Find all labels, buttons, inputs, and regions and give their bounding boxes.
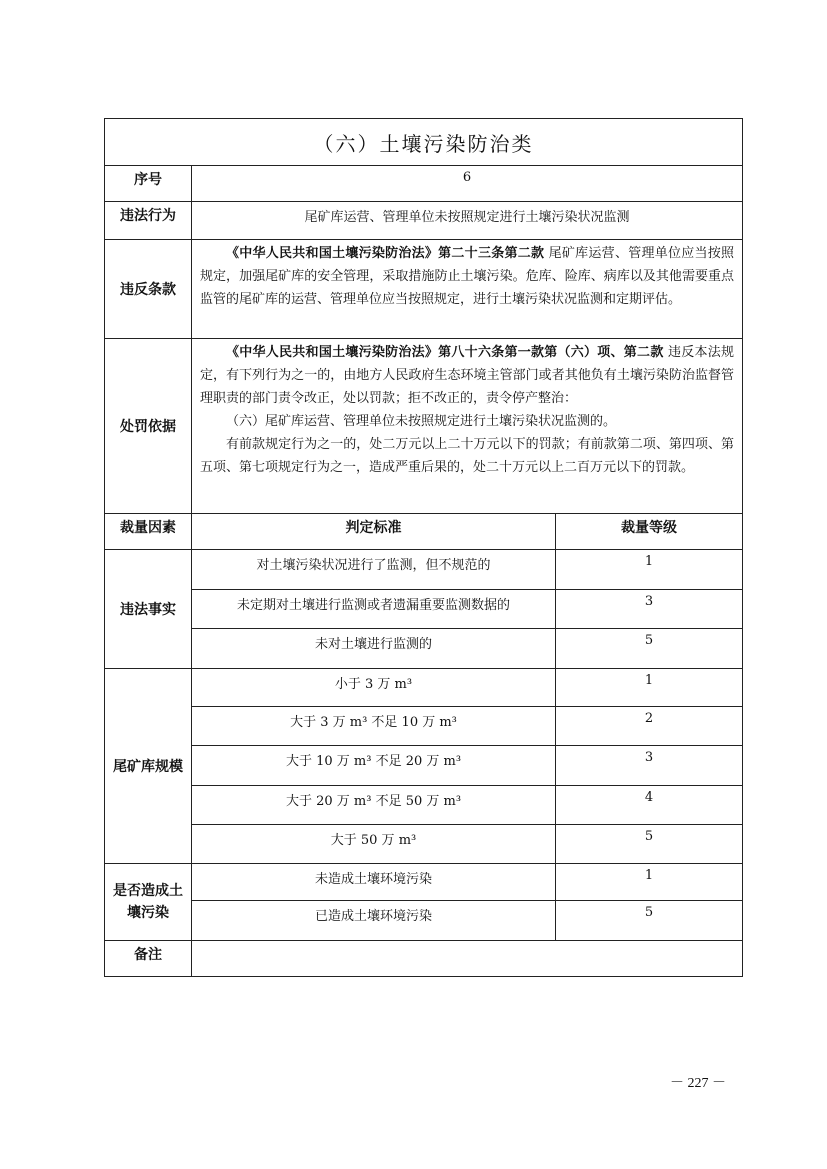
serial-value: 6 bbox=[192, 166, 743, 202]
penalty-text: 违反本法规定，有下列行为之一的，由地方人民政府生态环境主管部门或者其他负有土壤污染防治监督管理职责的部门责令改正，处以罚款；拒不改正的，责令停产整治： bbox=[200, 345, 735, 406]
discretion-standard-sheet bbox=[104, 118, 742, 977]
level-cell: 1 bbox=[556, 864, 743, 901]
remark-label: 备注 bbox=[105, 941, 192, 977]
penalty-label: 处罚依据 bbox=[105, 339, 192, 514]
header-level: 裁量等级 bbox=[556, 514, 743, 550]
page-number: － 227 － bbox=[670, 1076, 726, 1091]
level-cell: 1 bbox=[556, 669, 743, 707]
penalty-cell bbox=[192, 339, 743, 514]
clause-law-name: 《中华人民共和国土壤污染防治法》第二十三条第二款 bbox=[226, 246, 545, 261]
level-cell: 4 bbox=[556, 786, 743, 825]
clause-label: 违反条款 bbox=[105, 240, 192, 339]
criteria-cell: 大于 20 万 m³ 不足 50 万 m³ bbox=[192, 786, 556, 825]
criteria-cell: 未对土壤进行监测的 bbox=[192, 629, 556, 669]
penalty-law-name: 《中华人民共和国土壤污染防治法》第八十六条第一款第（六）项、第二款 bbox=[226, 345, 664, 360]
discretion-table bbox=[104, 118, 743, 977]
header-factor: 裁量因素 bbox=[105, 514, 192, 550]
penalty-paragraph bbox=[192, 339, 742, 410]
serial-label: 序号 bbox=[105, 166, 192, 202]
criteria-cell: 小于 3 万 m³ bbox=[192, 669, 556, 707]
criteria-cell: 未定期对土壤进行监测或者遗漏重要监测数据的 bbox=[192, 590, 556, 629]
violation-label: 违法行为 bbox=[105, 202, 192, 240]
remark-value bbox=[192, 941, 743, 977]
clause-paragraph bbox=[192, 240, 742, 313]
criteria-cell: 大于 3 万 m³ 不足 10 万 m³ bbox=[192, 707, 556, 746]
criteria-cell: 大于 50 万 m³ bbox=[192, 825, 556, 864]
header-criteria: 判定标准 bbox=[192, 514, 556, 550]
level-cell: 1 bbox=[556, 550, 743, 590]
criteria-cell: 未造成土壤环境污染 bbox=[192, 864, 556, 901]
violation-value: 尾矿库运营、管理单位未按照规定进行土壤污染状况监测 bbox=[192, 202, 743, 240]
criteria-cell: 已造成土壤环境污染 bbox=[192, 901, 556, 941]
penalty-item: （六）尾矿库运营、管理单位未按照规定进行土壤污染状况监测的。 bbox=[226, 414, 617, 429]
level-cell: 3 bbox=[556, 746, 743, 786]
criteria-cell: 对土壤污染状况进行了监测，但不规范的 bbox=[192, 550, 556, 590]
level-cell: 3 bbox=[556, 590, 743, 629]
level-cell: 5 bbox=[556, 901, 743, 941]
factor-name: 违法事实 bbox=[105, 550, 192, 669]
level-cell: 2 bbox=[556, 707, 743, 746]
criteria-cell: 大于 10 万 m³ 不足 20 万 m³ bbox=[192, 746, 556, 786]
table-title: （六）土壤污染防治类 bbox=[105, 119, 743, 166]
factor-name: 尾矿库规模 bbox=[105, 669, 192, 864]
factor-name: 是否造成土壤污染 bbox=[105, 864, 192, 941]
level-cell: 5 bbox=[556, 629, 743, 669]
clause-cell bbox=[192, 240, 743, 339]
clause-text: 尾矿库运营、管理单位应当按照规定，加强尾矿库的安全管理，采取措施防止土壤污染。危库、险库、病库以及其他需要重点监管的尾矿库的运营、管理单位应当按照规定，进行土壤污染状况监测和定期评估。 bbox=[200, 246, 735, 307]
penalty-second-paragraph: 有前款规定行为之一的，处二万元以上二十万元以下的罚款；有前款第二项、第四项、第五项、第七项规定行为之一，造成严重后果的，处二十万元以上二百万元以下的罚款。 bbox=[200, 437, 735, 475]
level-cell: 5 bbox=[556, 825, 743, 864]
